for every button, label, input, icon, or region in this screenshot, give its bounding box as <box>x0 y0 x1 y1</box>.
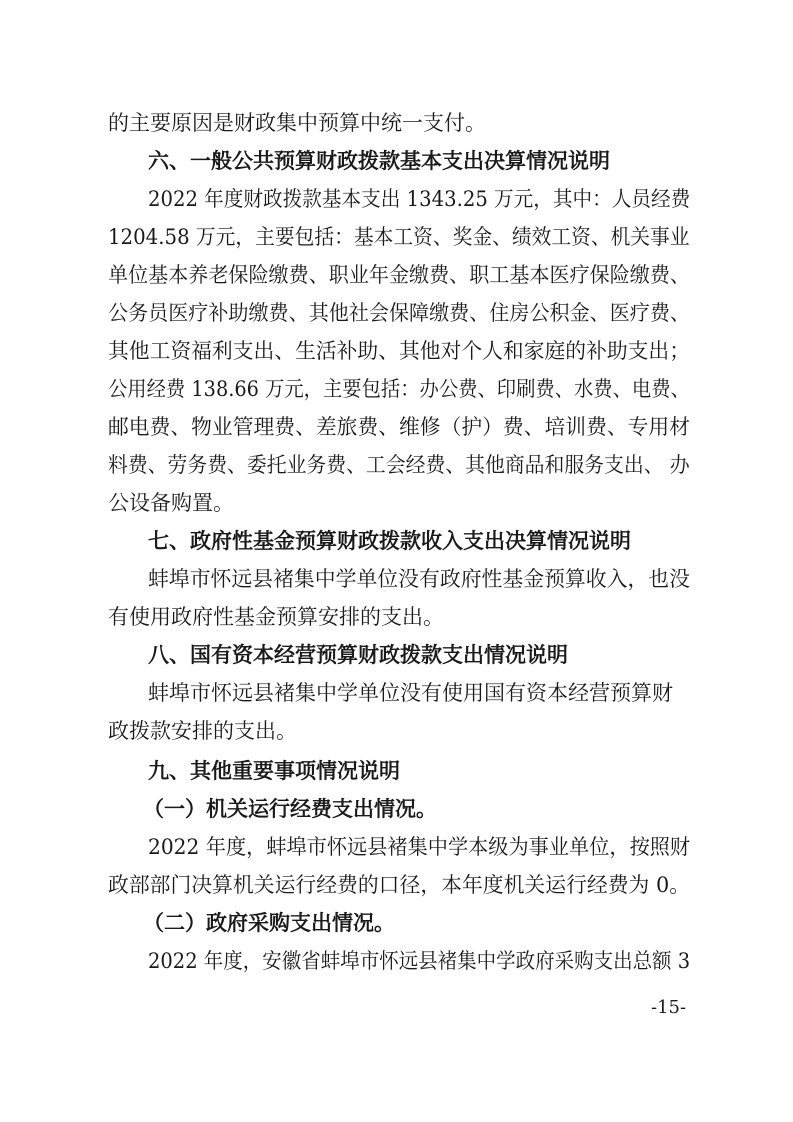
body-text-line: 2022 年度，蚌埠市怀远县褚集中学本级为事业单位，按照财 <box>148 835 691 859</box>
body-text-line: 1204.58 万元，主要包括：基本工资、奖金、绩效工资、机关事业 <box>108 225 690 249</box>
section-heading-6: 六、一般公共预算财政拨款基本支出决算情况说明 <box>148 149 610 173</box>
section-heading-8: 八、国有资本经营预算财政拨款支出情况说明 <box>148 643 568 667</box>
body-text-line: 的主要原因是财政集中预算中统一支付。 <box>108 111 486 135</box>
section-heading-9: 九、其他重要事项情况说明 <box>148 759 400 783</box>
body-text-line: 政部部门决算机关运行经费的口径，本年度机关运行经费为 0。 <box>108 873 691 897</box>
body-text-line: 公设备购置。 <box>108 491 234 515</box>
section-heading-7: 七、政府性基金预算财政拨款收入支出决算情况说明 <box>148 529 631 553</box>
body-text-line: 公务员医疗补助缴费、其他社会保障缴费、住房公积金、医疗费、 <box>108 301 690 325</box>
body-text-line: 2022 年度，安徽省蚌埠市怀远县褚集中学政府采购支出总额 3 <box>148 949 691 973</box>
body-text-line: 有使用政府性基金预算安排的支出。 <box>108 605 444 629</box>
page-number: -15- <box>651 997 687 1018</box>
body-text-line: 政拨款安排的支出。 <box>108 719 297 743</box>
subsection-heading-1: （一）机关运行经费支出情况。 <box>143 797 437 821</box>
body-text-line: 其他工资福利支出、生活补助、其他对个人和家庭的补助支出； <box>108 339 690 363</box>
body-text-line: 2022 年度财政拨款基本支出 1343.25 万元，其中：人员经费 <box>148 187 691 211</box>
body-text-line: 公用经费 138.66 万元，主要包括：办公费、印刷费、水费、电费、 <box>108 377 690 401</box>
body-text-line: 蚌埠市怀远县褚集中学单位没有政府性基金预算收入，也没 <box>148 567 690 591</box>
body-text-line: 料费、劳务费、委托业务费、工会经费、其他商品和服务支出、 办 <box>108 453 690 477</box>
body-text-line: 蚌埠市怀远县褚集中学单位没有使用国有资本经营预算财 <box>148 681 673 705</box>
body-text-line: 单位基本养老保险缴费、职业年金缴费、职工基本医疗保险缴费、 <box>108 263 690 287</box>
subsection-heading-2: （二）政府采购支出情况。 <box>143 911 395 935</box>
body-text-line: 邮电费、物业管理费、差旅费、维修（护）费、培训费、专用材 <box>108 415 690 439</box>
